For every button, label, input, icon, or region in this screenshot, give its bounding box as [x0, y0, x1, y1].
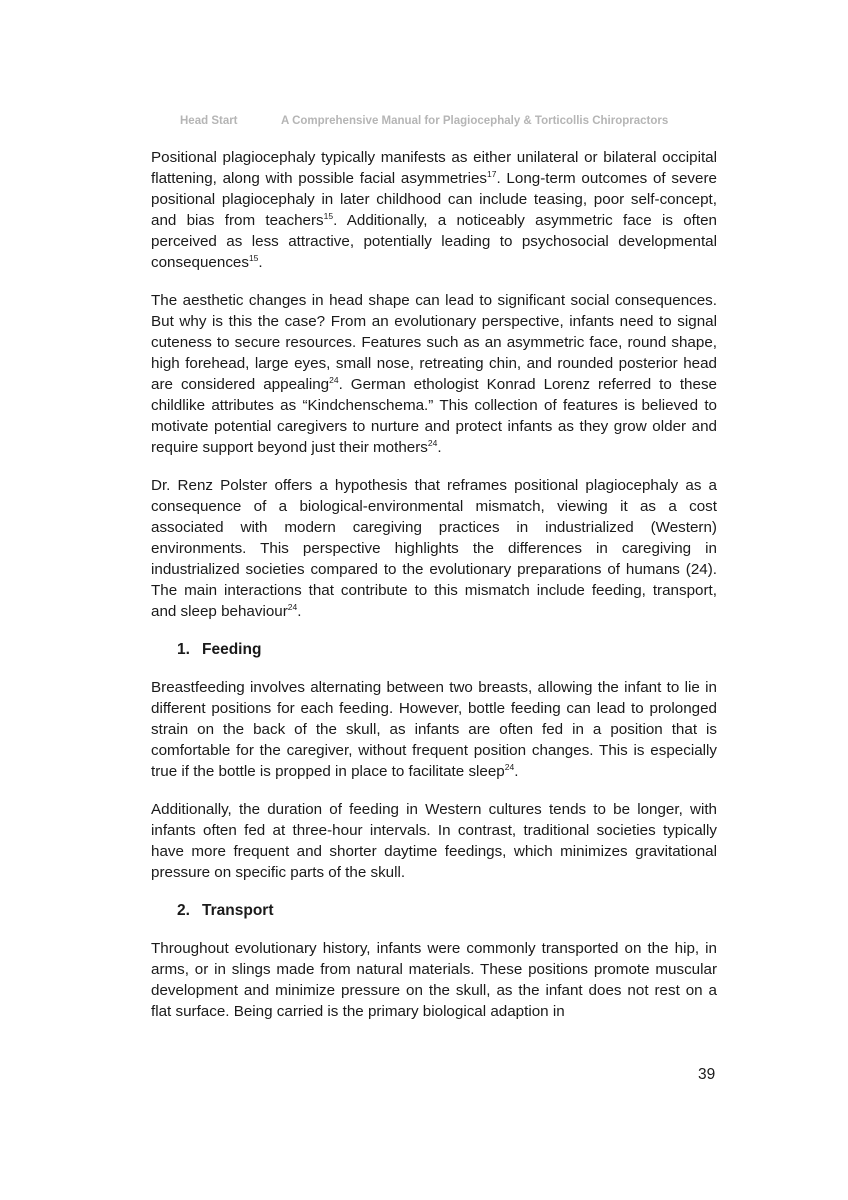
citation-superscript: 24	[427, 437, 438, 448]
section-heading-transport	[177, 900, 717, 921]
text-run: .	[514, 763, 519, 780]
text-run: Dr. Renz Polster offers a hypothesis that reframes positional plagiocephaly as a consequence of a biological-environmental mismatch, viewing it as a cost associated with modern caregiving practices in industrialized (Western) environments. This perspective highlights the differences in caregiving in industrialized societies compared to the evolutionary preparations of humans (24). The main interactions that contribute to this mismatch include feeding, transport, and sleep behaviour	[151, 477, 717, 620]
header-book-title: Head Start	[180, 115, 238, 127]
paragraph-4	[151, 677, 717, 782]
text-run: Breastfeeding involves alternating between two breasts, allowing the infant to lie in different positions for each feeding. However, bottle feeding can lead to prolonged strain on the back of the skull, as infants are often fed in a position that is comfortable for the caregiver, without frequent position changes. This is especially true if the bottle is propped in place to facilitate sleep	[151, 679, 717, 780]
heading-number: 1.	[177, 641, 190, 658]
citation-superscript: 24	[504, 761, 515, 772]
heading-title: Transport	[202, 902, 274, 919]
paragraph-2	[151, 290, 717, 458]
section-heading-feeding	[177, 639, 717, 660]
text-run: Positional plagiocephaly typically manifests as either unilateral or bilateral occipital flattening, along with possible facial asymmetries	[151, 149, 717, 187]
paragraph-3	[151, 475, 717, 622]
heading-number: 2.	[177, 902, 190, 919]
citation-superscript: 24	[287, 601, 298, 612]
paragraph-5: Additionally, the duration of feeding in Western cultures tends to be longer, with infants often fed at three-hour intervals. In contrast, traditional societies typically have more frequent and shorter daytime feedings, which minimizes gravitational pressure on specific parts of the skull.	[151, 801, 717, 881]
text-run: .	[258, 254, 263, 271]
text-run: .	[297, 603, 302, 620]
citation-superscript: 24	[329, 374, 339, 385]
paragraph-1	[151, 147, 717, 273]
running-header	[180, 115, 668, 127]
text-run: The aesthetic changes in head shape can lead to significant social consequences. But why is this the case? From an evolutionary perspective, infants need to signal cuteness to secure resources. Features such as an asymmetric face, round shape, high forehead, large eyes, small nose, retreating chin, and rounded posterior head are considered appealing	[151, 292, 717, 393]
page-body	[151, 147, 717, 1039]
heading-title: Feeding	[202, 641, 262, 658]
header-subtitle: A Comprehensive Manual for Plagiocephaly & Torticollis Chiropractors	[281, 115, 669, 127]
citation-superscript: 17	[487, 168, 497, 179]
text-run: . Additionally, a noticeably asymmetric face is often perceived as less attractive, potentially leading to psychosocial developmental consequences	[151, 212, 717, 271]
citation-superscript: 15	[323, 210, 334, 221]
text-run: .	[437, 439, 442, 456]
text-run: . Long-term outcomes of severe positional plagiocephaly in later childhood can include teasing, poor self-concept, and bias from teachers	[151, 170, 717, 229]
page-number: 39	[698, 1066, 716, 1083]
citation-superscript: 15	[248, 252, 259, 263]
paragraph-6: Throughout evolutionary history, infants were commonly transported on the hip, in arms, or in slings made from natural materials. These positions promote muscular development and minimize pressure on the skull, as the infant does not rest on a flat surface. Being carried is the primary biological adaption in	[151, 940, 717, 1020]
text-run: . German ethologist Konrad Lorenz referred to these childlike attributes as “Kindchenschema.” This collection of features is believed to motivate potential caregivers to nurture and protect infants as they grow older and require support beyond just their mothers	[151, 376, 717, 456]
